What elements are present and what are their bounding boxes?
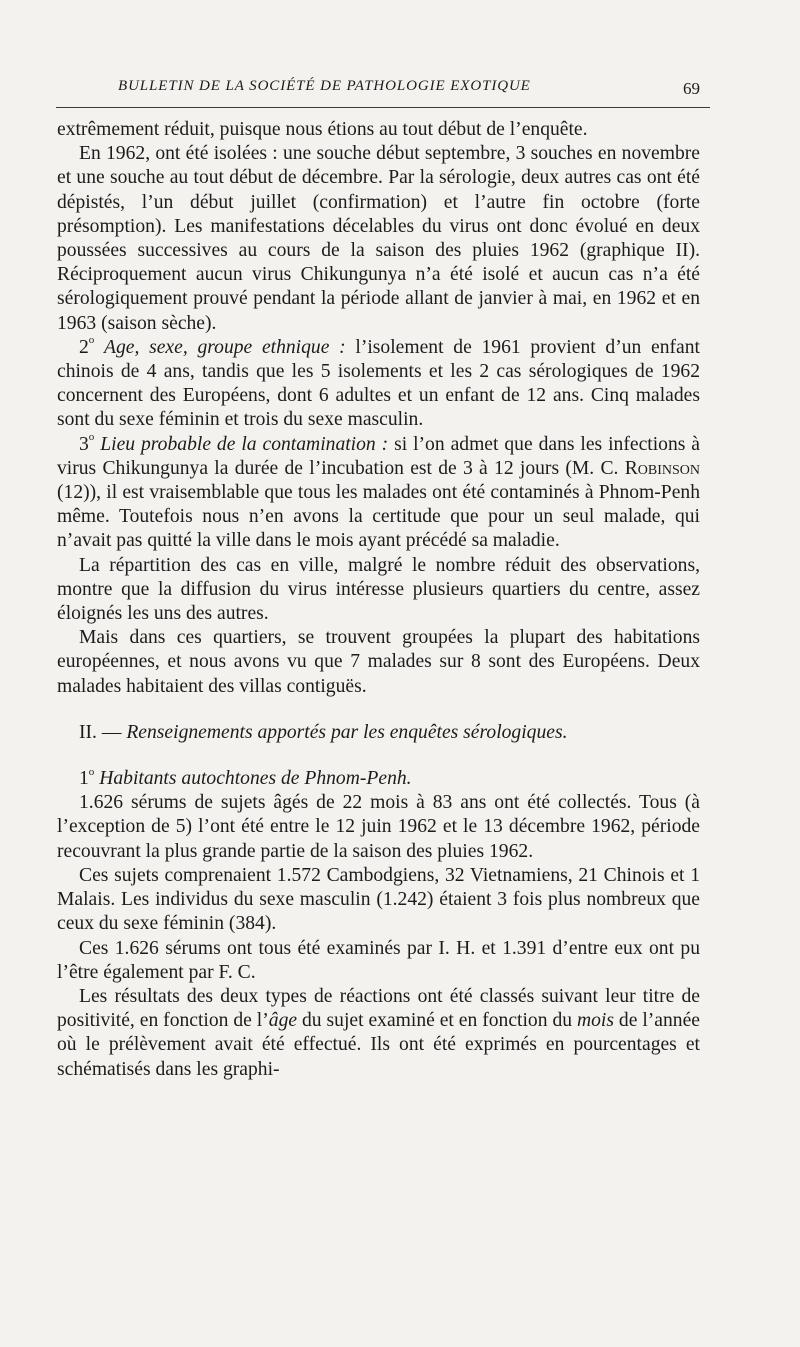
- running-header: [56, 78, 710, 102]
- paragraph: Mais dans ces quartiers, se trouvent groupées la plupart des habitations européennes, et nous avons vu que 7 malades sur 8 sont des Européens. Deux malades habitaient des villas contiguës.: [57, 627, 700, 697]
- paragraph-text: (12)), il est vraisemblable que tous les malades ont été contaminés à Phnom-Penh même. Toutefois nous n’en avons la certitude que pour un seul malade, qui n’avait pas quitté la ville dans le mois ayant précédé sa maladie.: [57, 482, 700, 552]
- paragraph: 1.626 sérums de sujets âgés de 22 mois à 83 ans ont été collectés. Tous (à l’exception de 5) l’ont été entre le 12 juin 1962 et le 13 décembre 1962, période recouvrant la plus grande partie de la saison des pluies 1962.: [57, 792, 700, 862]
- emphasis: mois: [576, 1010, 614, 1032]
- item-number: 3: [79, 433, 89, 455]
- paragraph: Ces sujets comprenaient 1.572 Cambodgiens, 32 Vietnamiens, 21 Chinois et 1 Malais. Les individus du sexe masculin (1.242) étaient 3 fois plus nombreux que ceux du sexe féminin (384).: [57, 864, 700, 935]
- running-title: BULLETIN DE LA SOCIÉTÉ DE PATHOLOGIE EXOTIQUE: [118, 78, 531, 94]
- section-heading: [57, 721, 700, 745]
- ordinal-sup: o: [88, 334, 95, 347]
- paragraph: [57, 336, 700, 433]
- item-number: 2: [79, 336, 89, 358]
- author-name: Robinson: [624, 457, 700, 479]
- section-number: II. —: [79, 721, 127, 743]
- paragraph-text: du sujet examiné et en fonction du: [297, 1010, 577, 1032]
- paragraph-text: l’isolement de 1961 provient d’un enfant chinois de 4 ans, tandis que les 5 isolements et les 2 cas sérologiques de 1962 concernent des Européens, dont 6 adultes et un enfant de 12 ans. Cinq malades sont du sexe féminin et trois du sexe masculin.: [57, 336, 700, 431]
- emphasis: âge: [268, 1010, 298, 1032]
- paragraph-text: Les résultats des deux types de réactions ont été classés suivant leur titre de positivité, en fonction de l’: [57, 985, 700, 1032]
- paragraph: La répartition des cas en ville, malgré le nombre réduit des observations, montre que la diffusion du virus intéresse plusieurs quartiers du centre, assez éloignés les uns des autres.: [57, 554, 700, 625]
- subsection-heading: [57, 767, 700, 791]
- paragraph-heading: Lieu probable de la contamination :: [100, 433, 389, 455]
- section-title: Renseignements apportés par les enquêtes sérologiques.: [126, 721, 568, 743]
- ordinal-sup: o: [88, 765, 95, 778]
- paragraph-heading: Age, sexe, groupe ethnique :: [104, 336, 346, 358]
- item-number: 1: [79, 768, 89, 790]
- paragraph: extrêmement réduit, puisque nous étions au tout début de l’enquête.: [57, 119, 588, 140]
- paragraph-text: de l’année où le prélèvement avait été effectué. Ils ont été exprimés en pourcentages et schématisés dans les graphi-: [57, 1010, 700, 1080]
- header-rule: [56, 107, 710, 108]
- subsection-title: Habitants autochtones de Phnom-Penh.: [99, 768, 412, 790]
- paragraph: [57, 433, 700, 554]
- ordinal-sup: o: [88, 431, 95, 444]
- body-text: [57, 118, 700, 1082]
- page-number: 69: [683, 79, 700, 98]
- paragraph-text: si l’on admet que dans les infections à virus Chikungunya la durée de l’incubation est de 3 à 12 jours (M. C.: [57, 433, 700, 479]
- paragraph: Ces 1.626 sérums ont tous été examinés par I. H. et 1.391 d’entre eux ont pu l’être également par F. C.: [57, 937, 700, 983]
- paragraph: En 1962, ont été isolées : une souche début septembre, 3 souches en novembre et une souche au tout début de décembre. Par la sérologie, deux autres cas ont été dépistés, l’un début juillet (confirmation) et l’autre fin octobre (forte présomption). Les manifestations décelables du virus ont donc évolué en deux poussées successives au cours de la saison des pluies 1962 (graphique II). Réciproquement aucun virus Chikungunya n’a été isolé et aucun cas n’a été sérologiquement prouvé pendant la période allant de janvier à mai, en 1962 et en 1963 (saison sèche).: [57, 143, 700, 334]
- paragraph: [57, 985, 700, 1082]
